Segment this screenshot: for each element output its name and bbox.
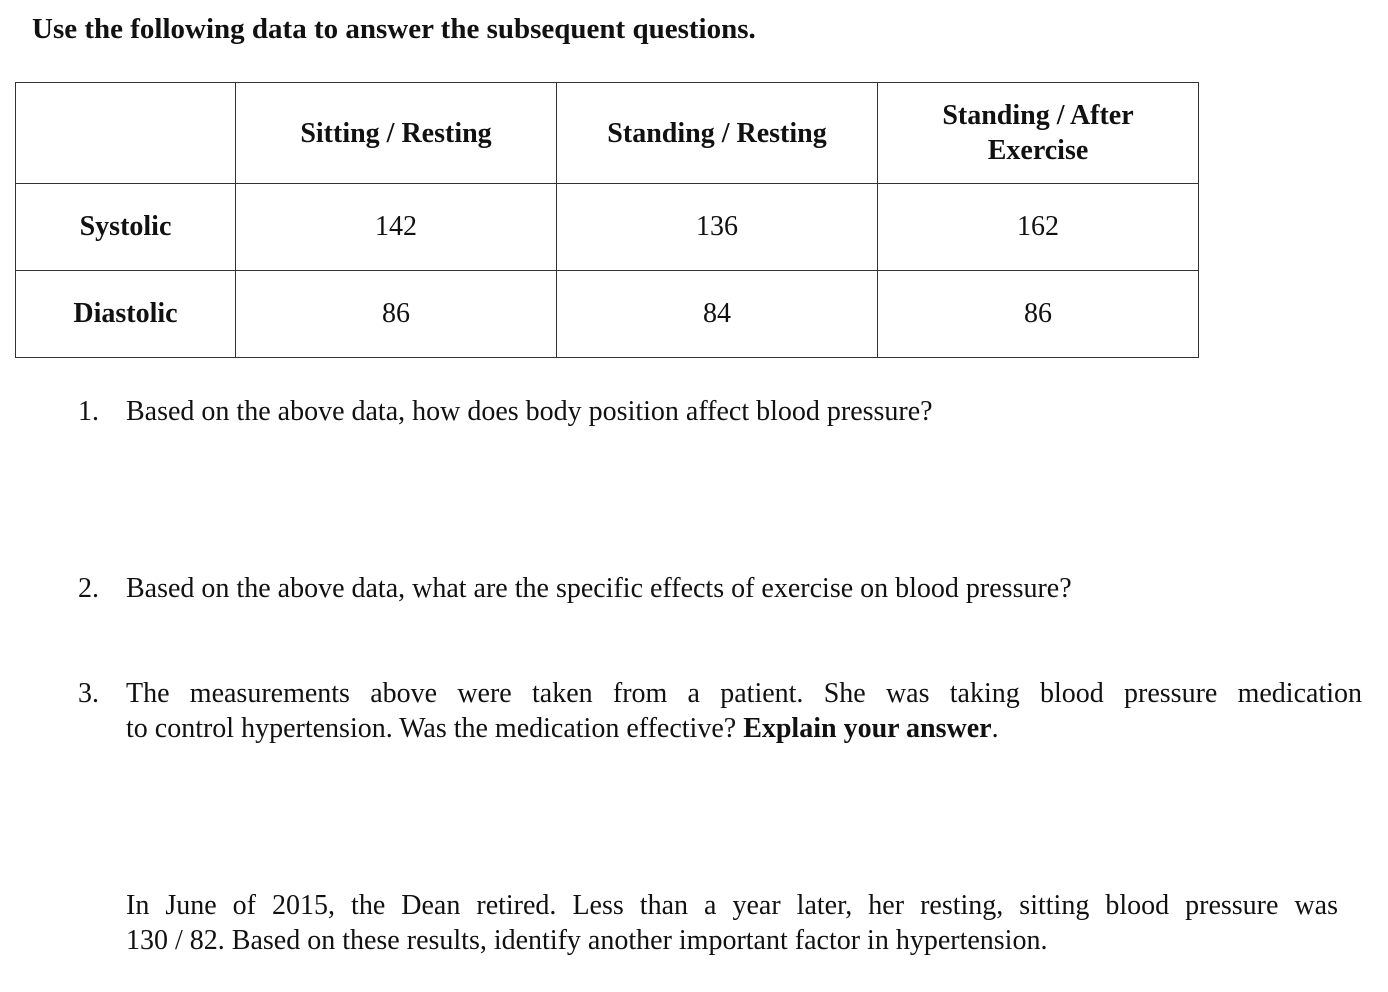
blood-pressure-table: [15, 82, 1199, 358]
table-header-row: [16, 83, 1199, 184]
row-label-systolic: Systolic: [16, 184, 236, 271]
table-header-standing-after-exercise: [878, 83, 1199, 184]
question-3-line-2: [126, 711, 1362, 746]
question-3-number: 3.: [78, 678, 99, 709]
question-1-text: Based on the above data, how does body position affect blood pressure?: [126, 396, 933, 427]
header-line-1: Standing / After: [942, 100, 1134, 131]
cell-diastolic-standing-after-exercise: 86: [878, 271, 1199, 358]
cell-systolic-standing-resting: 136: [557, 184, 878, 271]
header-line-2: Exercise: [987, 135, 1089, 166]
cell-diastolic-standing-resting: 84: [557, 271, 878, 358]
question-2-number: 2.: [78, 573, 99, 604]
table-row-diastolic: [16, 271, 1199, 358]
table-header-standing-resting: Standing / Resting: [557, 83, 878, 184]
closing-paragraph-line-1: In June of 2015, the Dean retired. Less than a year later, her resting, sitting blood pressure was: [126, 890, 1338, 921]
question-3-emphasis: Explain your answer: [743, 713, 992, 744]
row-label-diastolic: Diastolic: [16, 271, 236, 358]
closing-paragraph-line-2: 130 / 82. Based on these results, identify another important factor in hypertension.: [126, 925, 1048, 956]
question-3: [78, 676, 1368, 748]
question-3-text: [126, 676, 1362, 746]
cell-diastolic-sitting-resting: 86: [236, 271, 557, 358]
question-3-line-1: The measurements above were taken from a patient. She was taking blood pressure medication: [126, 678, 1362, 709]
cell-systolic-standing-after-exercise: 162: [878, 184, 1199, 271]
page-heading: Use the following data to answer the subsequent questions.: [32, 13, 756, 45]
closing-paragraph: [126, 888, 1338, 958]
cell-systolic-sitting-resting: 142: [236, 184, 557, 271]
question-1-number: 1.: [78, 396, 99, 427]
question-3-line-2-text: to control hypertension. Was the medication effective?: [126, 713, 744, 744]
question-2-text: Based on the above data, what are the specific effects of exercise on blood pressure?: [126, 573, 1072, 604]
question-3-line-2-end: .: [991, 713, 999, 744]
table-row-systolic: [16, 184, 1199, 271]
table-header-sitting-resting: Sitting / Resting: [236, 83, 557, 184]
table-header-empty: [16, 83, 236, 184]
